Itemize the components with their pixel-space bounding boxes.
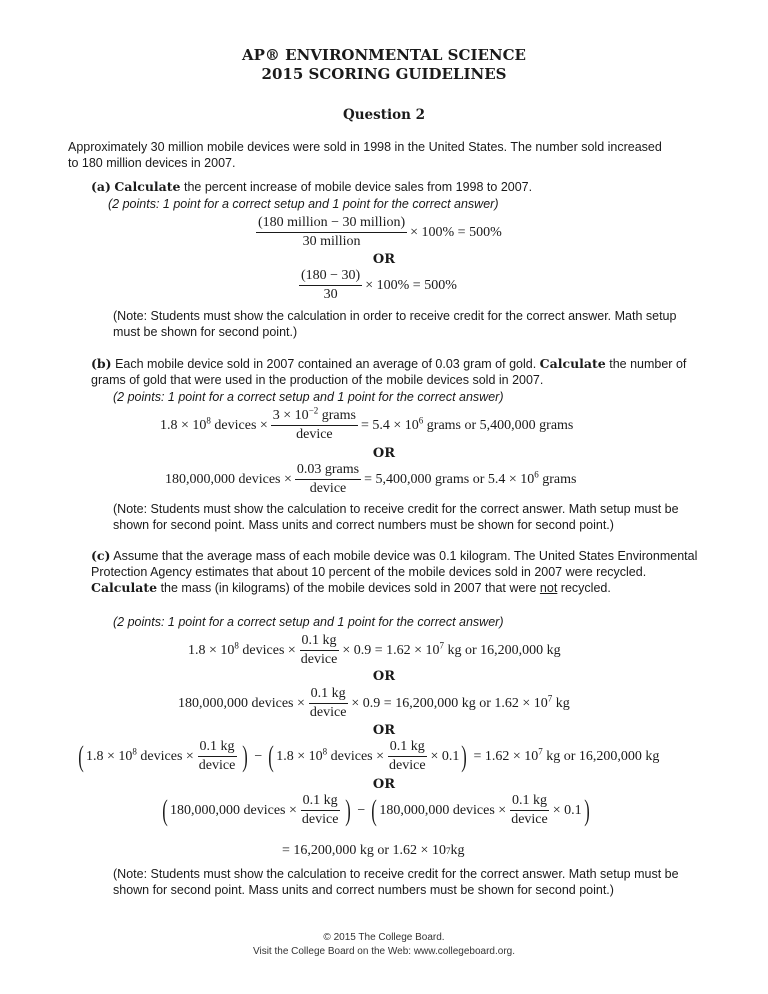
part-c-equation-5: = 16,200,000 kg or 1.62 × 10 7 kg	[282, 843, 465, 858]
part-c-eq2-result	[351, 692, 570, 711]
part-b-eq1-result	[360, 414, 574, 433]
exponent: 6	[534, 468, 539, 479]
part-b-equation-1	[160, 405, 574, 442]
part-c-points: (2 points: 1 point for a correct setup and 1 point for the correct answer)	[113, 615, 504, 629]
part-c-eq3-result	[473, 745, 660, 764]
right-paren: )	[242, 739, 249, 773]
part-a-eq1-result: × 100% = 500%	[410, 224, 502, 240]
part-b-equation-2	[165, 463, 576, 496]
header-line-2: 2015 SCORING GUIDELINES	[261, 65, 507, 83]
left-paren: (	[268, 739, 274, 773]
result-text: = 16,200,000 kg or 1.62 × 10	[282, 843, 446, 858]
part-b-text-2: the number of grams of gold that were used in the production of the mobile devices sold in 2007.	[91, 357, 687, 387]
part-c-equation-4	[160, 794, 592, 827]
part-c-eq2-fraction	[308, 687, 349, 720]
part-a-or: OR	[372, 252, 396, 267]
coefficient: 3 × 10	[272, 408, 309, 423]
part-b-text-1: Each mobile device sold in 2007 contained an average of 0.03 gram of gold.	[115, 357, 537, 371]
fraction-numerator	[271, 405, 358, 426]
intro-paragraph: Approximately 30 million mobile devices were sold in 1998 in the United States. The number sold increased to 180 million devices in 2007.	[68, 140, 662, 170]
exponent: 8	[206, 414, 211, 425]
part-c-underlined: not	[539, 581, 558, 595]
part-a-verb: Calculate	[114, 179, 181, 194]
exponent: 7	[547, 692, 553, 703]
fraction-numerator: 0.1 kg	[510, 794, 549, 811]
fraction-denominator: 30	[323, 287, 338, 302]
result-text: = 1.62 × 10	[473, 748, 539, 764]
coefficient: 1.8 × 10	[160, 417, 207, 433]
exponent: 8	[234, 639, 239, 650]
part-c-eq4-fraction-1	[300, 794, 341, 827]
part-c-eq3-mid	[276, 745, 384, 764]
part-a-eq1-fraction	[256, 216, 407, 249]
result-text: = 5.4 × 10	[360, 417, 419, 433]
part-a-eq2-fraction	[299, 269, 362, 302]
fraction-numerator: 0.03 grams	[295, 463, 361, 480]
unit: devices ×	[136, 748, 194, 764]
exponent: 7	[538, 745, 543, 756]
part-c-verb: Calculate	[91, 580, 158, 595]
part-b-or: OR	[372, 446, 396, 461]
part-a-equation-2	[296, 269, 457, 302]
question-title: Question 2	[342, 107, 426, 123]
right-paren: )	[583, 793, 590, 827]
fraction-denominator: device	[309, 481, 347, 496]
unit: devices ×	[327, 748, 384, 764]
result-text: grams	[538, 471, 577, 487]
part-a-text: the percent increase of mobile device sales from 1998 to 2007.	[183, 180, 533, 194]
part-b-eq2-result	[364, 468, 577, 487]
part-c-eq3-lead	[86, 745, 194, 764]
minus-sign: −	[357, 802, 366, 818]
part-c-eq3-fraction-2	[387, 740, 428, 773]
fraction-numerator: 0.1 kg	[309, 687, 348, 704]
result-text: kg	[552, 695, 570, 711]
part-b-eq1-lead	[160, 414, 268, 433]
part-c-prompt	[91, 548, 711, 596]
result-text: = 5,400,000 grams or 5.4 × 10	[364, 471, 535, 487]
fraction-denominator: device	[301, 812, 339, 827]
result-text: kg or 16,200,000 kg	[444, 642, 561, 658]
part-c-eq1-result	[342, 639, 561, 658]
part-c-eq4-lead: 180,000,000 devices ×	[170, 802, 297, 818]
unit: grams	[318, 408, 356, 423]
part-a-label: (a)	[91, 179, 111, 194]
footer-copyright: © 2015 The College Board.	[323, 932, 445, 943]
part-b-eq2-fraction	[295, 463, 361, 496]
part-c-equation-1	[188, 634, 561, 667]
result-text: × 0.9 = 1.62 × 10	[342, 642, 440, 658]
result-text: × 0.9 = 16,200,000 kg or 1.62 × 10	[351, 695, 548, 711]
part-c-eq1-fraction	[299, 634, 340, 667]
part-c-eq4-fraction-2	[509, 794, 550, 827]
part-c-text-3: recycled.	[560, 581, 611, 595]
fraction-numerator: 0.1 kg	[300, 634, 339, 651]
fraction-numerator: 0.1 kg	[198, 740, 237, 757]
part-c-equation-3	[76, 740, 659, 773]
part-c-text-1: Assume that the average mass of each mobile device was 0.1 kilogram. The United States Environmental Protection Agency estimates that about 10 percent of the mobile devices sold in 2007 were recycled.	[91, 549, 698, 579]
part-b-note: (Note: Students must show the calculation to receive credit for the correct answer. Math setup must be shown for second point. Mass units and correct numbers must be shown for second point.)	[113, 502, 679, 532]
fraction-denominator: device	[389, 758, 426, 773]
part-a-note: (Note: Students must show the calculation in order to receive credit for the correct answer. Math setup must be shown for second point.)	[113, 309, 677, 339]
right-paren: )	[461, 739, 468, 773]
exponent: 7	[439, 639, 444, 650]
fraction-denominator: device	[198, 758, 236, 773]
part-c-eq4-times: × 0.1	[552, 802, 582, 818]
part-c-eq1-lead	[188, 639, 296, 658]
part-a-points: (2 points: 1 point for a correct setup and 1 point for the correct answer)	[108, 197, 499, 211]
part-c-note: (Note: Students must show the calculation to receive credit for the correct answer. Math setup must be shown for second point. Mass units and correct numbers must be shown for second point.)	[113, 867, 679, 897]
unit: devices ×	[238, 642, 296, 658]
coefficient: 1.8 × 10	[188, 642, 235, 658]
fraction-denominator: device	[309, 705, 347, 720]
fraction-denominator: device	[511, 812, 548, 827]
right-paren: )	[345, 793, 352, 827]
part-c-eq2-lead: 180,000,000 devices ×	[178, 695, 305, 711]
part-b-label: (b)	[91, 356, 112, 371]
result-text: grams or 5,400,000 grams	[423, 417, 574, 433]
part-a-prompt	[91, 179, 711, 195]
coefficient: 1.8 × 10	[276, 748, 323, 764]
part-c-or-2: OR	[372, 723, 396, 738]
part-a-equation-1	[253, 216, 502, 249]
header-line-1: AP® ENVIRONMENTAL SCIENCE	[242, 46, 526, 64]
part-a-eq2-result: × 100% = 500%	[365, 277, 457, 293]
fraction-denominator: device	[300, 652, 338, 667]
part-c-text-2: the mass (in kilograms) of the mobile devices sold in 2007 that were	[160, 581, 537, 595]
result-text: kg or 16,200,000 kg	[542, 748, 660, 764]
fraction-numerator: 0.1 kg	[301, 794, 340, 811]
fraction-denominator: device	[296, 427, 333, 442]
part-c-eq4-mid: 180,000,000 devices ×	[379, 802, 507, 818]
part-b-prompt	[91, 356, 711, 388]
part-c-equation-2	[178, 687, 570, 720]
part-c-label: (c)	[91, 548, 111, 563]
exponent: −2	[308, 405, 319, 416]
coefficient: 1.8 × 10	[86, 748, 133, 764]
exponent: 6	[418, 414, 424, 425]
result-text: kg	[450, 843, 465, 858]
left-paren: (	[162, 793, 168, 827]
left-paren: (	[78, 739, 84, 773]
part-c-or-1: OR	[372, 669, 396, 684]
fraction-denominator: 30 million	[302, 234, 361, 249]
part-b-verb: Calculate	[539, 356, 606, 371]
unit: devices ×	[210, 417, 268, 433]
part-b-eq2-lead: 180,000,000 devices ×	[165, 471, 292, 487]
left-paren: (	[371, 793, 378, 827]
minus-sign: −	[254, 748, 263, 764]
fraction-numerator: (180 − 30)	[299, 269, 362, 286]
fraction-numerator: (180 million − 30 million)	[256, 216, 407, 233]
footer-website: Visit the College Board on the Web: www.collegeboard.org.	[252, 946, 515, 957]
part-b-points: (2 points: 1 point for a correct setup and 1 point for the correct answer)	[113, 390, 504, 404]
exponent: 8	[322, 745, 328, 756]
part-c-eq3-fraction-1	[197, 740, 238, 773]
fraction-numerator: 0.1 kg	[388, 740, 427, 757]
exponent: 8	[132, 745, 137, 756]
part-b-eq1-fraction	[271, 405, 358, 442]
part-c-eq3-times: × 0.1	[430, 748, 460, 764]
part-c-or-3: OR	[372, 777, 396, 792]
